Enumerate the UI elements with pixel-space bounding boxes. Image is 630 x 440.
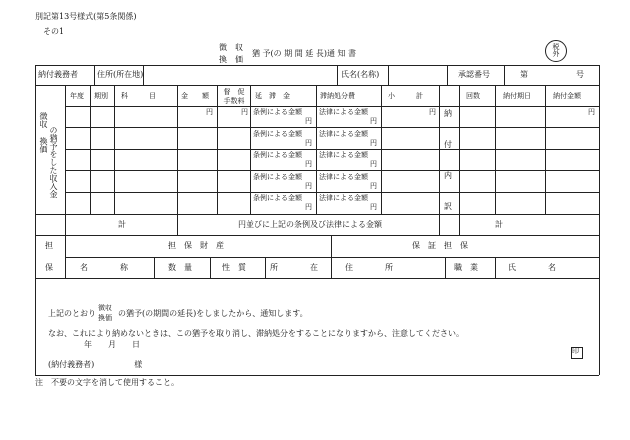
ordinance-amount-note: 条例による金額	[253, 130, 302, 138]
ordinance-amount-note: 条例による金額	[253, 194, 302, 202]
col-nature: 性 質	[222, 263, 246, 272]
col-subtotal: 小 計	[388, 92, 423, 100]
form-variant: その1	[43, 27, 65, 36]
payment-side-label-2: 付	[444, 140, 452, 149]
unit-yen: 円	[370, 117, 377, 125]
notice-kind-collect: 徴収	[98, 304, 112, 312]
col-installment: 回数	[466, 92, 480, 100]
section-label-revenue: の猶予をした収入金	[49, 126, 58, 198]
unit-yen: 円	[206, 108, 213, 116]
ordinance-amount-note: 条例による金額	[253, 151, 302, 159]
unit-yen: 円	[370, 160, 377, 168]
law-amount-note: 法律による金額	[319, 173, 368, 181]
col-guarantor-name: 氏 名	[508, 263, 556, 272]
col-quantity: 数 量	[168, 263, 192, 272]
grace-total-note: 円並びに上記の条例及び法律による金額	[238, 220, 382, 229]
form-number: 別記第13号様式(第5条関係)	[35, 12, 137, 21]
footnote: 注 不要の文字を消して使用すること。	[35, 378, 179, 387]
collateral-property-header: 担 保 財 産	[168, 241, 224, 250]
unit-yen: 円	[429, 108, 436, 116]
col-subject: 科 目	[121, 92, 156, 100]
ordinance-amount-note: 条例による金額	[253, 108, 302, 116]
notice-addressee: (納付義務者) 様	[48, 360, 143, 369]
col-period: 期別	[94, 92, 108, 100]
approval-number-label: 承認番号	[458, 70, 490, 79]
approval-prefix: 第	[520, 70, 528, 79]
notice-date: 年 月 日	[84, 340, 140, 349]
payment-total-label: 計	[495, 220, 503, 229]
col-disposition-cost: 滞納処分費	[320, 92, 355, 100]
unit-yen: 円	[370, 182, 377, 190]
taxpayer-label: 納付義務者	[38, 70, 78, 79]
name-label: 氏名(名称)	[341, 70, 380, 79]
notice-prefix: 上記のとおり	[48, 309, 96, 318]
unit-yen: 円	[305, 117, 312, 125]
document-title: 猶 予(の 期 間 延 長)通 知 書	[252, 49, 357, 58]
ordinance-amount-note: 条例による金額	[253, 173, 302, 181]
notice-warning: なお、これにより納めないときは、この猶予を取り消し、滞納処分をすることになりますから、注意してください。	[48, 329, 464, 338]
unit-yen: 円	[370, 203, 377, 211]
col-occupation: 職 業	[454, 263, 478, 272]
col-location: 所 在	[270, 263, 318, 272]
col-reminder-fee: 督 促 手数料	[223, 88, 252, 106]
payment-side-label-3: 内	[444, 171, 452, 180]
law-amount-note: 法律による金額	[319, 194, 368, 202]
law-amount-note: 法律による金額	[319, 130, 368, 138]
col-due-date: 納付期日	[503, 92, 531, 100]
section-label-kind: 徴収 換価	[39, 112, 48, 153]
address-label: 住所(所在地)	[97, 70, 144, 79]
unit-yen: 円	[305, 139, 312, 147]
unit-yen: 円	[305, 203, 312, 211]
unit-yen: 円	[588, 108, 595, 116]
unit-yen: 円	[305, 160, 312, 168]
notice-kind-convert: 換価	[98, 314, 112, 322]
col-guarantor-address: 住 所	[345, 263, 393, 272]
col-year: 年度	[70, 92, 84, 100]
collateral-side-label-2: 保	[45, 263, 53, 272]
law-amount-note: 法律による金額	[319, 151, 368, 159]
notice-statement: の猶予(の期間の延長)をしましたから、通知します。	[118, 309, 308, 318]
col-payment-amount: 納付金額	[553, 92, 581, 100]
title-kind-collect: 徴 収	[219, 43, 243, 52]
title-kind-convert: 換 価	[219, 55, 243, 64]
law-amount-note: 法律による金額	[319, 108, 368, 116]
unit-yen: 円	[305, 182, 312, 190]
col-late-charge: 延 滞 金	[255, 92, 290, 100]
seal-text: 印	[572, 347, 579, 355]
approval-suffix: 号	[576, 70, 584, 79]
col-property-name: 名 称	[80, 263, 128, 272]
collateral-guarantor-header: 保 証 担 保	[412, 241, 468, 250]
payment-side-label-1: 納	[444, 109, 452, 118]
unit-yen: 円	[241, 108, 248, 116]
unit-yen: 円	[370, 139, 377, 147]
payment-side-label-4: 訳	[444, 202, 452, 211]
grace-total-label: 計	[118, 220, 126, 229]
tax-exempt-stamp-text: 税外	[552, 43, 560, 57]
col-amount: 金 額	[181, 92, 209, 100]
collateral-side-label-1: 担	[45, 241, 53, 250]
